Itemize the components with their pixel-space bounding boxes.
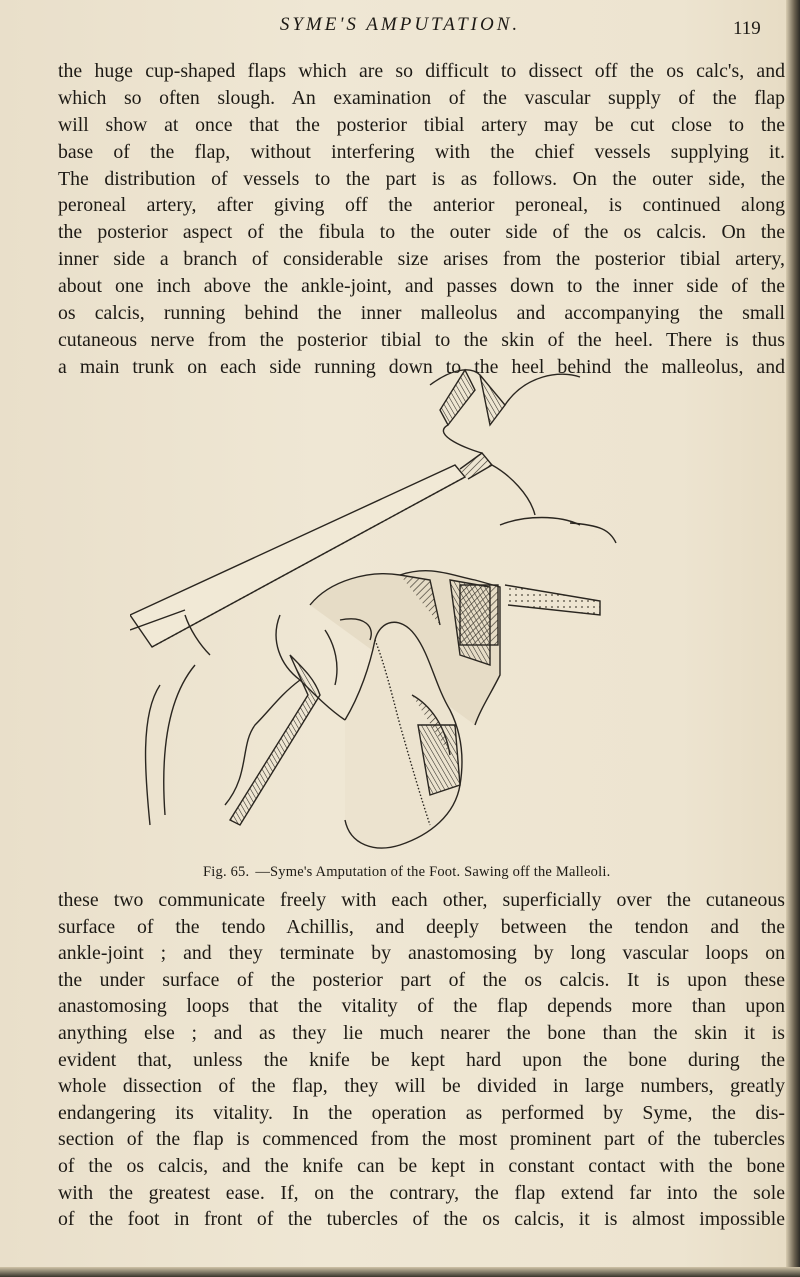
text-line: the huge cup-shaped flaps which are so difficult to dissect off the os calc's, and: [58, 60, 785, 82]
body-text-top: [58, 58, 785, 381]
text-line: evident that, unless the knife be kept hard upon the bone during the: [58, 1048, 785, 1071]
text-line: anything else ; and as they lie much nearer the bone than the skin it is: [58, 1021, 785, 1044]
body-text-bottom: [58, 887, 785, 1233]
text-line: with the greatest ease. If, on the contrary, the flap extend far into the sole: [58, 1181, 785, 1204]
text-line: of the foot in front of the tubercles of the os calcis, it is almost impossible: [58, 1208, 785, 1231]
text-line: which so often slough. An examination of the vascular supply of the flap: [58, 86, 785, 109]
text-line: the posterior aspect of the fibula to the outer side of the os calcis. On the: [58, 221, 785, 244]
text-line: section of the flap is commenced from the most prominent part of the tubercles: [58, 1128, 785, 1151]
text-line: base of the flap, without interfering with the chief vessels supplying it.: [58, 140, 785, 163]
page-edge-shadow: [786, 0, 800, 1277]
leg-bones: [310, 571, 600, 725]
text-line: anastomosing loops that the vitality of the flap depends more than upon: [58, 995, 785, 1018]
text-line: of the os calcis, and the knife can be kept in constant contact with the bone: [58, 1154, 785, 1177]
text-line: cutaneous nerve from the posterior tibial to the skin of the heel. There is thus: [58, 328, 785, 351]
text-line: the under surface of the posterior part of the os calcis. It is upon these: [58, 968, 785, 991]
figure-illustration: [130, 365, 690, 855]
figure-caption: [203, 864, 763, 881]
figure-label: Fig. 65.: [203, 864, 250, 880]
page-number: 119: [733, 18, 761, 39]
text-line: a main trunk on each side running down to the heel behind the malleolus, and: [58, 355, 785, 378]
text-line: about one inch above the ankle-joint, and passes down to the inner side of the: [58, 275, 785, 298]
saw-handle: [430, 370, 580, 515]
text-line: endangering its vitality. In the operation as performed by Syme, the dis-: [58, 1101, 785, 1124]
text-line: os calcis, running behind the inner malleolus and accompanying the small: [58, 302, 785, 325]
page-bottom-shadow: [0, 1267, 800, 1277]
text-line: these two communicate freely with each other, superficially over the cutaneous: [58, 889, 785, 911]
text-line: ankle-joint ; and they terminate by anastomosing by long vascular loops on: [58, 942, 785, 965]
text-line: peroneal artery, after giving off the anterior peroneal, is continued along: [58, 194, 785, 217]
running-head: SYME'S AMPUTATION.: [279, 14, 521, 35]
figure-caption-text: —Syme's Amputation of the Foot. Sawing off the Malleoli.: [255, 864, 611, 880]
text-line: surface of the tendo Achillis, and deeply between the tendon and the: [58, 915, 785, 938]
text-line: whole dissection of the flap, they will be divided in large numbers, greatly: [58, 1075, 785, 1098]
text-line: inner side a branch of considerable size arises from the posterior tibial artery,: [58, 248, 785, 271]
foot: [146, 615, 462, 848]
text-line: The distribution of vessels to the part is as follows. On the outer side, the: [58, 167, 785, 190]
text-line: will show at once that the posterior tibial artery may be cut close to the: [58, 113, 785, 136]
